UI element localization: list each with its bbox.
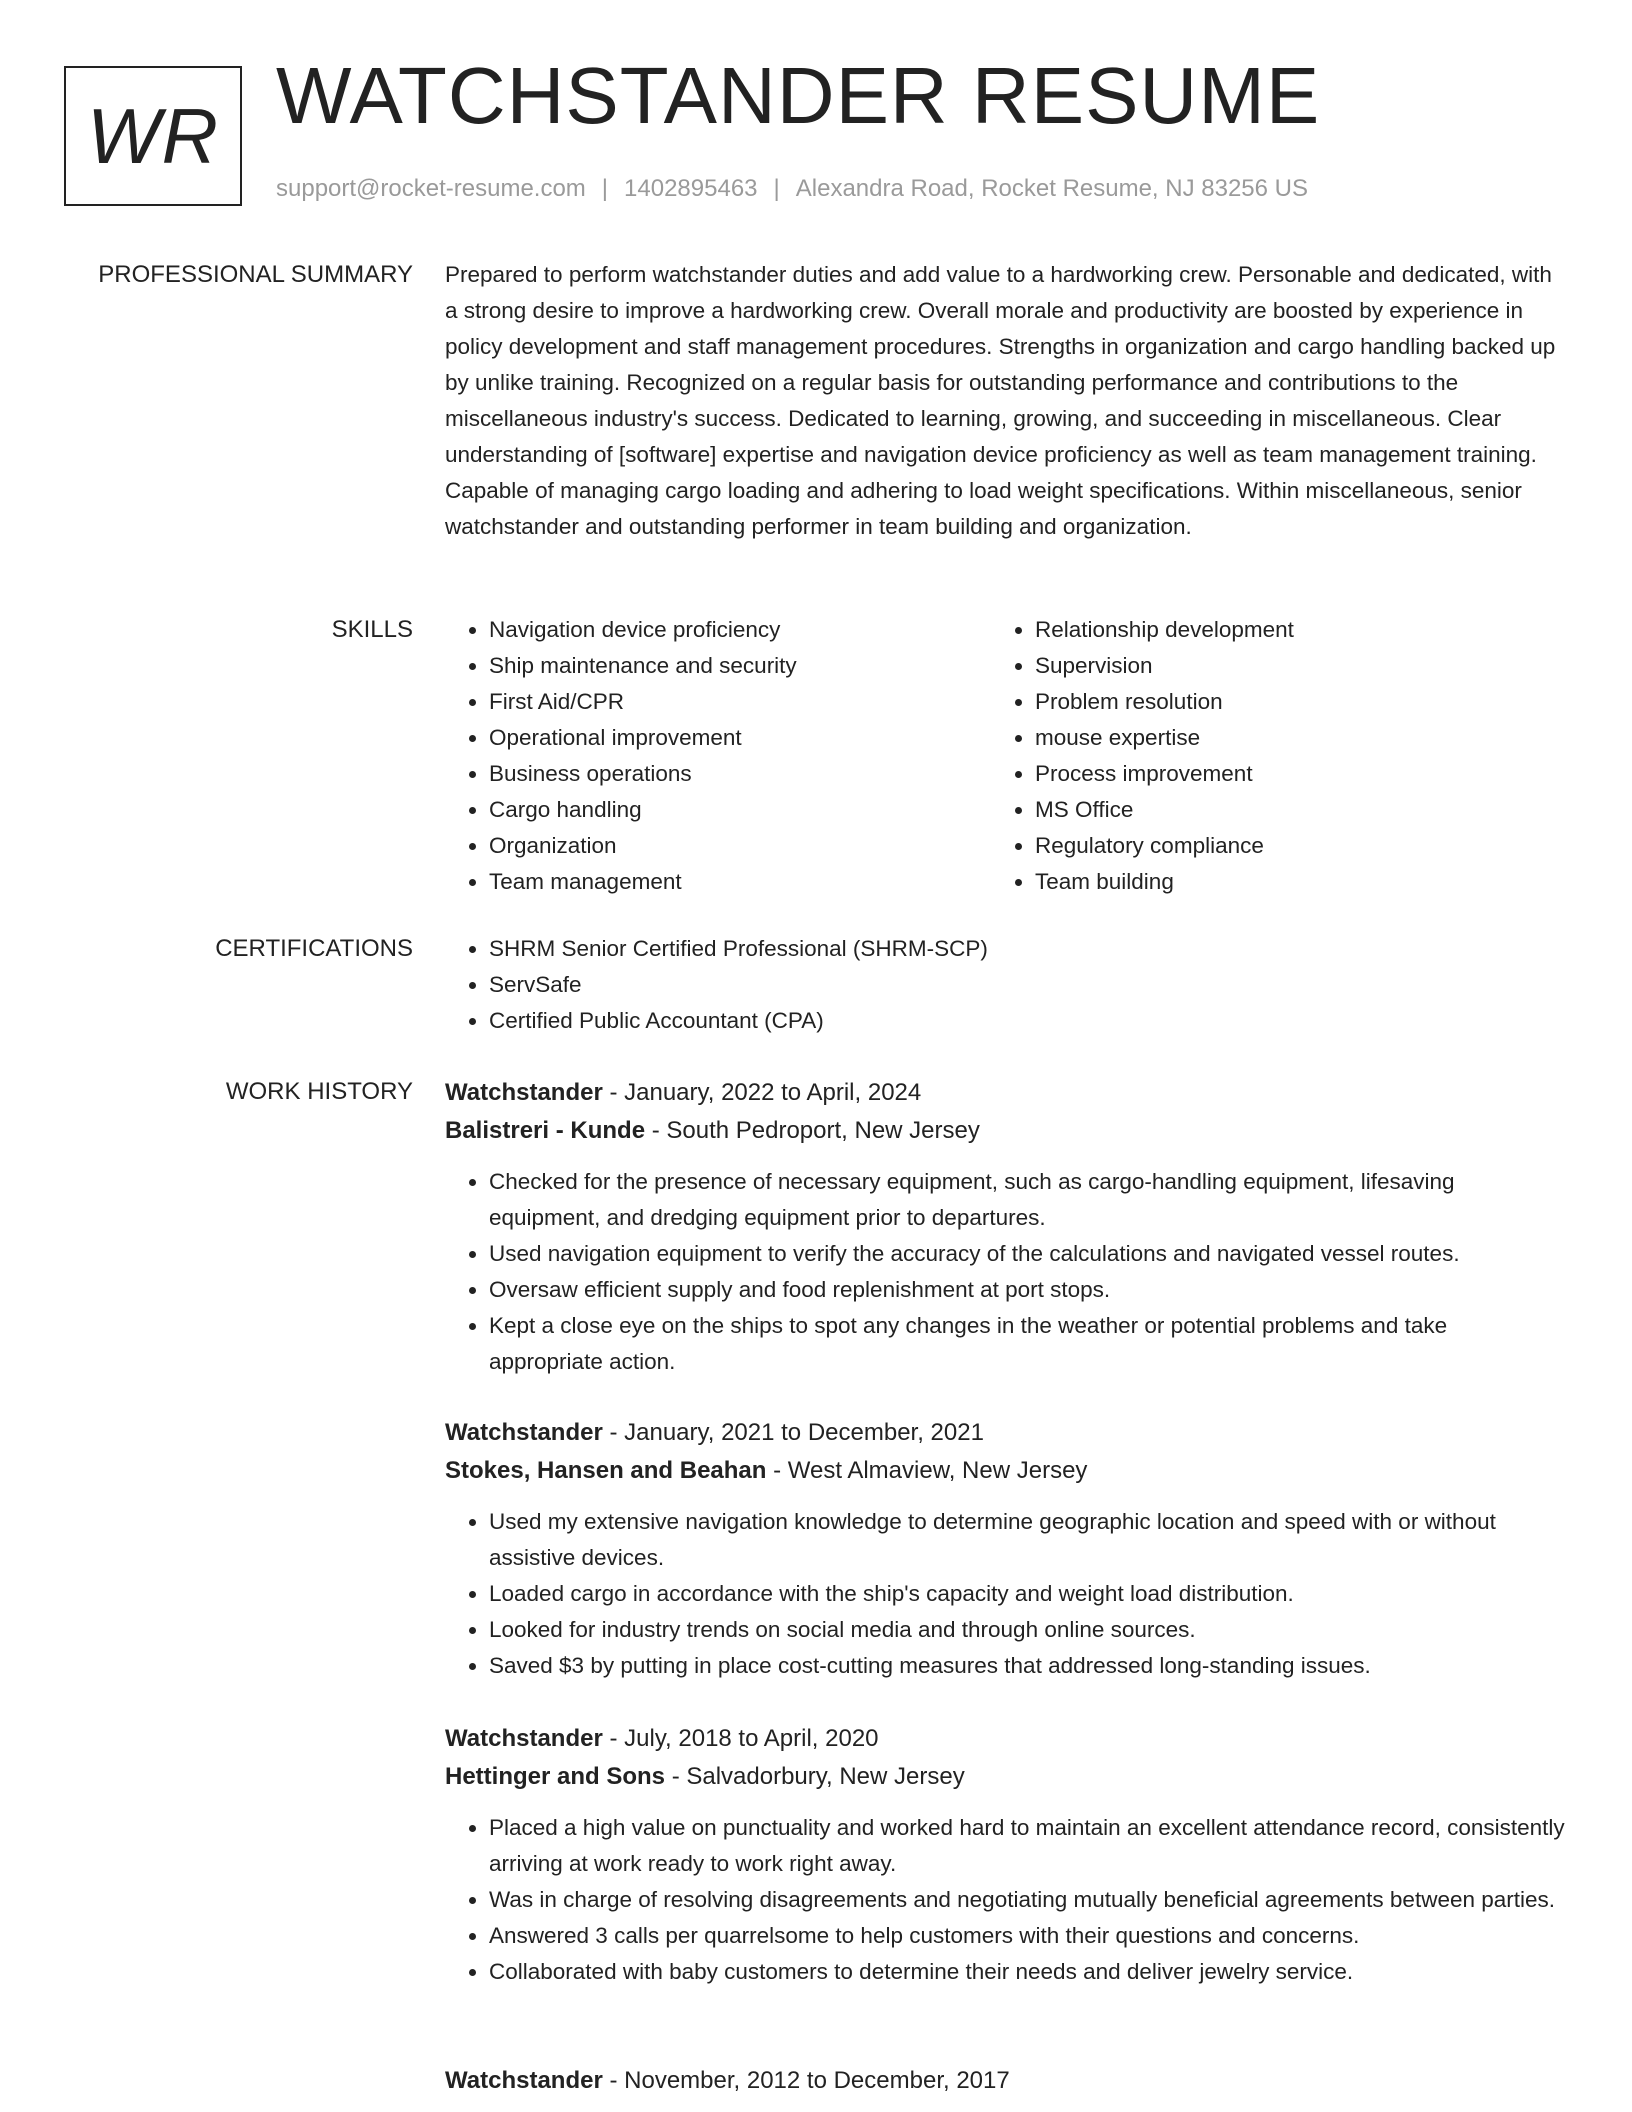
job-bullets bbox=[445, 1164, 1565, 1380]
job-company-line bbox=[445, 1758, 1565, 1796]
job-dates: - January, 2021 to December, 2021 bbox=[602, 1419, 984, 1446]
skill-item: • Organization bbox=[489, 828, 991, 864]
skills-column-left bbox=[445, 612, 991, 900]
certifications-list bbox=[445, 931, 1565, 1039]
job-entry bbox=[445, 1074, 1565, 1380]
section-label-certifications: CERTIFICATIONS bbox=[215, 935, 413, 962]
job-title: Watchstander bbox=[445, 1079, 603, 1106]
skill-item: • Relationship development bbox=[1035, 612, 1537, 648]
job-dates: - July, 2018 to April, 2020 bbox=[602, 1725, 879, 1752]
skill-item: • Team management bbox=[489, 864, 991, 900]
certification-item: • Certified Public Accountant (CPA) bbox=[489, 1003, 1565, 1039]
contact-address: Alexandra Road, Rocket Resume, NJ 83256 US bbox=[795, 175, 1309, 202]
skills-columns bbox=[445, 612, 1565, 900]
contact-email: support@rocket-resume.com bbox=[276, 175, 586, 202]
skill-item: • Team building bbox=[1035, 864, 1537, 900]
job-bullet: • Placed a high value on punctuality and worked hard to maintain an excellent attendance record, consistently arriving at work ready to work right away. bbox=[489, 1810, 1565, 1882]
contact-line bbox=[276, 175, 1308, 203]
skills-list-left bbox=[445, 612, 991, 900]
skill-item: • MS Office bbox=[1035, 792, 1537, 828]
skill-item: • Regulatory compliance bbox=[1035, 828, 1537, 864]
job-dates: - January, 2022 to April, 2024 bbox=[602, 1079, 922, 1106]
skills-column-right bbox=[991, 612, 1537, 900]
job-title-line bbox=[445, 1074, 1565, 1112]
contact-separator: | bbox=[773, 175, 780, 202]
job-bullets bbox=[445, 1504, 1565, 1684]
section-label-skills: SKILLS bbox=[331, 616, 413, 643]
skill-item: • mouse expertise bbox=[1035, 720, 1537, 756]
certification-item: • SHRM Senior Certified Professional (SHRM-SCP) bbox=[489, 931, 1565, 967]
job-company: Stokes, Hansen and Beahan bbox=[445, 1457, 767, 1484]
job-entry bbox=[445, 1414, 1565, 1684]
resume-title: WATCHSTANDER RESUME bbox=[276, 51, 1321, 140]
job-bullet: • Answered 3 calls per quarrelsome to help customers with their questions and concerns. bbox=[489, 1918, 1565, 1954]
monogram-box bbox=[64, 66, 242, 206]
summary-text: Prepared to perform watchstander duties and add value to a hardworking crew. Personable and dedicated, with a strong desire to improve a hardworking crew. Overall morale and productivity are boosted by experience in policy development and staff management procedures. Strengths in organization and cargo handling backed up by unlike training. Recognized on a regular basis for outstanding performance and contributions to the miscellaneous industry's success. Dedicated to learning, growing, and succeeding in miscellaneous. Clear understanding of [software] expertise and navigation device proficiency as well as team management training. Capable of managing cargo loading and adhering to load weight specifications. Within miscellaneous, senior watchstander and outstanding performer in team building and organization. bbox=[445, 262, 1556, 539]
skills-body bbox=[445, 612, 1565, 900]
job-bullet: • Oversaw efficient supply and food replenishment at port stops. bbox=[489, 1272, 1565, 1308]
skill-item: • Business operations bbox=[489, 756, 991, 792]
skill-item: • Ship maintenance and security bbox=[489, 648, 991, 684]
job-bullet: • Was in charge of resolving disagreements and negotiating mutually beneficial agreements between parties. bbox=[489, 1882, 1565, 1918]
certifications-body bbox=[445, 931, 1565, 1039]
skill-item: • Navigation device proficiency bbox=[489, 612, 991, 648]
job-bullet: • Collaborated with baby customers to determine their needs and deliver jewelry service. bbox=[489, 1954, 1565, 1990]
job-title-line bbox=[445, 1720, 1565, 1758]
job-company: Hettinger and Sons bbox=[445, 1763, 666, 1790]
summary-body bbox=[445, 257, 1565, 545]
section-label-summary: PROFESSIONAL SUMMARY bbox=[98, 261, 413, 288]
skill-item: • Process improvement bbox=[1035, 756, 1537, 792]
job-company-line bbox=[445, 1112, 1565, 1150]
job-bullet: • Used my extensive navigation knowledge to determine geographic location and speed with or without assistive devices. bbox=[489, 1504, 1565, 1576]
job-bullet: • Looked for industry trends on social media and through online sources. bbox=[489, 1612, 1565, 1648]
job-entry bbox=[445, 1720, 1565, 1990]
job-entry bbox=[445, 2062, 1565, 2100]
contact-phone: 1402895463 bbox=[624, 175, 758, 202]
job-dates: - November, 2012 to December, 2017 bbox=[602, 2067, 1010, 2094]
job-bullet: • Loaded cargo in accordance with the ship's capacity and weight load distribution. bbox=[489, 1576, 1565, 1612]
job-company: Balistreri - Kunde bbox=[445, 1117, 646, 1144]
job-bullet: • Saved $3 by putting in place cost-cutting measures that addressed long-standing issues. bbox=[489, 1648, 1565, 1684]
job-title: Watchstander bbox=[445, 1725, 603, 1752]
job-title: Watchstander bbox=[445, 1419, 603, 1446]
certification-item: • ServSafe bbox=[489, 967, 1565, 1003]
skill-item: • Cargo handling bbox=[489, 792, 991, 828]
skill-item: • Problem resolution bbox=[1035, 684, 1537, 720]
job-bullets bbox=[445, 1810, 1565, 1990]
section-label-work-history: WORK HISTORY bbox=[225, 1078, 413, 1105]
contact-separator: | bbox=[601, 175, 609, 202]
job-location: - Salvadorbury, New Jersey bbox=[665, 1763, 965, 1790]
monogram-initials: WR bbox=[87, 91, 219, 180]
job-bullet: • Kept a close eye on the ships to spot any changes in the weather or potential problems and take appropriate action. bbox=[489, 1308, 1565, 1380]
skills-list-right bbox=[991, 612, 1537, 900]
skill-item: • Supervision bbox=[1035, 648, 1537, 684]
job-title-line bbox=[445, 1414, 1565, 1452]
job-location: - South Pedroport, New Jersey bbox=[645, 1117, 980, 1144]
job-bullet: • Used navigation equipment to verify the accuracy of the calculations and navigated vessel routes. bbox=[489, 1236, 1565, 1272]
job-bullet: • Checked for the presence of necessary equipment, such as cargo-handling equipment, lifesaving equipment, and dredging equipment prior to departures. bbox=[489, 1164, 1565, 1236]
job-location: - West Almaview, New Jersey bbox=[766, 1457, 1088, 1484]
job-title-line bbox=[445, 2062, 1565, 2100]
skill-item: • Operational improvement bbox=[489, 720, 991, 756]
job-title: Watchstander bbox=[445, 2067, 603, 2094]
job-company-line bbox=[445, 1452, 1565, 1490]
skill-item: • First Aid/CPR bbox=[489, 684, 991, 720]
